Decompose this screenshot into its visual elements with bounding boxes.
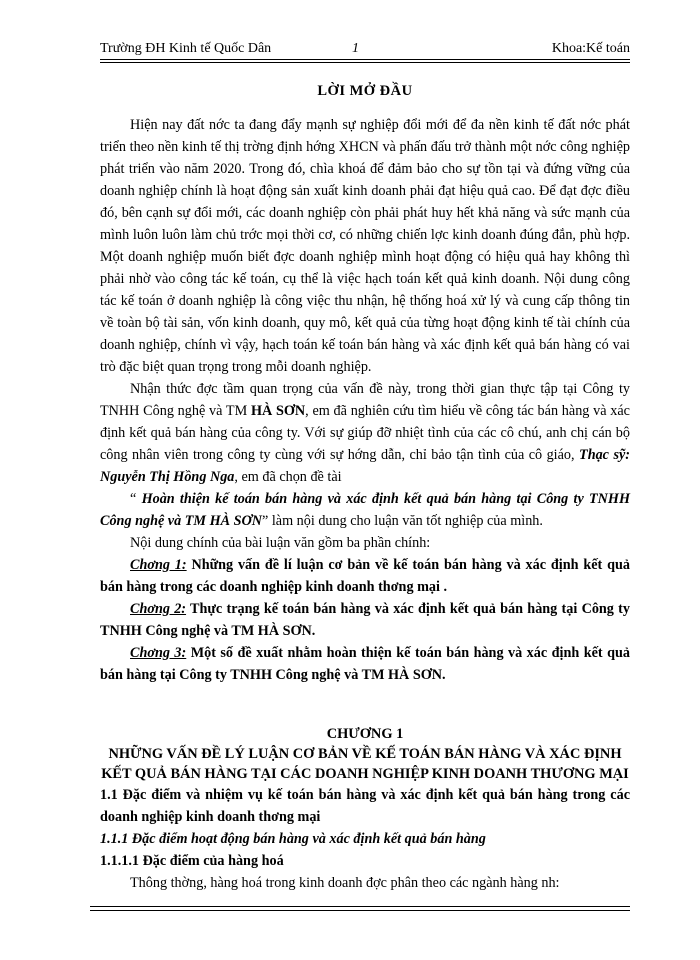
- topic-open-quote: “: [130, 491, 142, 507]
- chapter-2-label: Chơng 2:: [130, 601, 187, 617]
- spacer: [100, 686, 630, 724]
- header-rule-double: [100, 62, 630, 63]
- header-faculty: Khoa:Kế toán: [551, 41, 630, 56]
- chapter-title: NHỮNG VẤN ĐỀ LÝ LUẬN CƠ BẢN VỀ KẾ TOÁN BÁN HÀNG VÀ XÁC ĐỊNH KẾT QUẢ BÁN HÀNG TẠI CÁC DOANH NGHIỆP KINH DOANH THƯƠNG MẠI: [101, 746, 629, 782]
- footer-rule-double: [90, 910, 630, 911]
- section-1-1-1: 1.1.1 Đặc điểm hoạt động bán hàng và xác định kết quả bán hàng: [100, 831, 486, 847]
- chapter-1-label: Chơng 1:: [130, 557, 187, 573]
- chapter-1-text: Những vấn đề lí luận cơ bản về kế toán bán hàng và xác định kết quả bán hàng trong các doanh nghiệp kinh doanh thơng mại .: [100, 557, 630, 595]
- motivation-paragraph: [100, 378, 630, 488]
- header-university: Trường ĐH Kinh tế Quốc Dân: [100, 41, 272, 56]
- page-header: [100, 37, 630, 59]
- header-page-number: 1: [352, 41, 359, 56]
- chapter-3-text: Một số đề xuất nhằm hoàn thiện kế toán bán hàng và xác định kết quả bán hàng tại Công ty TNHH Công nghệ và TM HÀ SƠN.: [100, 645, 630, 683]
- company-name: HÀ SƠN: [250, 403, 306, 419]
- chapter-summary-2: [100, 598, 630, 642]
- advisor-name: Thạc sỹ: Nguyễn Thị Hồng Nga: [100, 447, 630, 485]
- topic-title: Hoàn thiện kế toán bán hàng và xác định kết quả bán hàng tại Công ty TNHH Công nghệ và TM HÀ SƠN: [100, 491, 630, 529]
- motivation-text-2: , em đã nghiên cứu tìm hiểu về công tác bán hàng và xác định kết quả bán hàng của công ty. Với sự giúp đỡ nhiệt tình của các cô chú, anh chị cán bộ công nhân viên trong công ty cùng với sự hớng dẫn, chỉ bảo tận tình của cô giáo,: [100, 403, 630, 463]
- chapter-summary-3: [100, 642, 630, 686]
- chapter-number: CHƯƠNG 1: [326, 726, 404, 742]
- topic-paragraph: [100, 488, 630, 532]
- document-body: [100, 76, 630, 894]
- intro-paragraph: Hiện nay đất nớc ta đang đẩy mạnh sự nghiệp đổi mới để đa nền kinh tế đất nớc phát triển theo nền kinh tế thị trờng định hớng XHCN và phấn đấu trở thành một nớc công nghiệp phát triển vào năm 2020. Trong đó, chìa khoá để đảm bảo cho sự tồn tại và đứng vững của doanh nghiệp chính là hoạt động sản xuất kinh doanh phải đạt hiệu quả cao. Để đạt đợc điều đó, bên cạnh sự đổi mới, các doanh nghiệp còn phải phát huy hết khả năng và sức mạnh của mình luôn luôn làm chủ trớc mọi thời cơ, có những chiến lợc kinh doanh đúng đắn, phù hợp. Một doanh nghiệp muốn biết đợc doanh nghiệp mình hoạt động có hiệu quả hay không thì phải nhờ vào công tác kế toán, cụ thể là việc hạch toán kết quả kinh doanh. Nội dung công tác kế toán ở doanh nghiệp là công việc thu nhận, hệ thống hoá xử lý và cung cấp thông tin về toàn bộ tài sản, vốn kinh doanh, quy mô, kết quả của từng hoạt động kinh tế tài chính của doanh nghiệp, chính vì vậy, hạch toán kế toán bán hàng và xác định kết quả bán hàng có vai trò đặc biệt quan trọng trong mỗi doanh nghiệp.: [100, 117, 630, 375]
- motivation-text-3: , em đã chọn đề tài: [234, 469, 342, 485]
- footer-rule: [90, 906, 630, 907]
- chapter-3-label: Chơng 3:: [130, 645, 187, 661]
- chapter-summary-1: [100, 554, 630, 598]
- section-1-1: 1.1 Đặc điểm và nhiệm vụ kế toán bán hàng và xác định kết quả bán hàng trong các doanh nghiệp kinh doanh thơng mại: [100, 787, 630, 825]
- page-title: LỜI MỞ ĐẦU: [317, 83, 413, 99]
- chapter-2-text: Thực trạng kế toán bán hàng và xác định kết quả bán hàng tại Công ty TNHH Công nghệ và TM HÀ SƠN.: [100, 601, 630, 639]
- section-1-1-1-1: 1.1.1.1 Đặc điểm của hàng hoá: [100, 853, 284, 869]
- header-rule: [100, 59, 630, 60]
- section-body-paragraph: Thông thờng, hàng hoá trong kinh doanh đợc phân theo các ngành hàng nh:: [130, 875, 560, 891]
- topic-rest: ” làm nội dung cho luận văn tốt nghiệp của mình.: [262, 513, 543, 529]
- structure-intro: Nội dung chính của bài luận văn gồm ba phần chính:: [130, 535, 431, 551]
- motivation-text-1: Nhận thức đợc tầm quan trọng của vấn đề này, trong thời gian thực tập tại Công ty TNHH Công nghệ và TM: [100, 381, 630, 419]
